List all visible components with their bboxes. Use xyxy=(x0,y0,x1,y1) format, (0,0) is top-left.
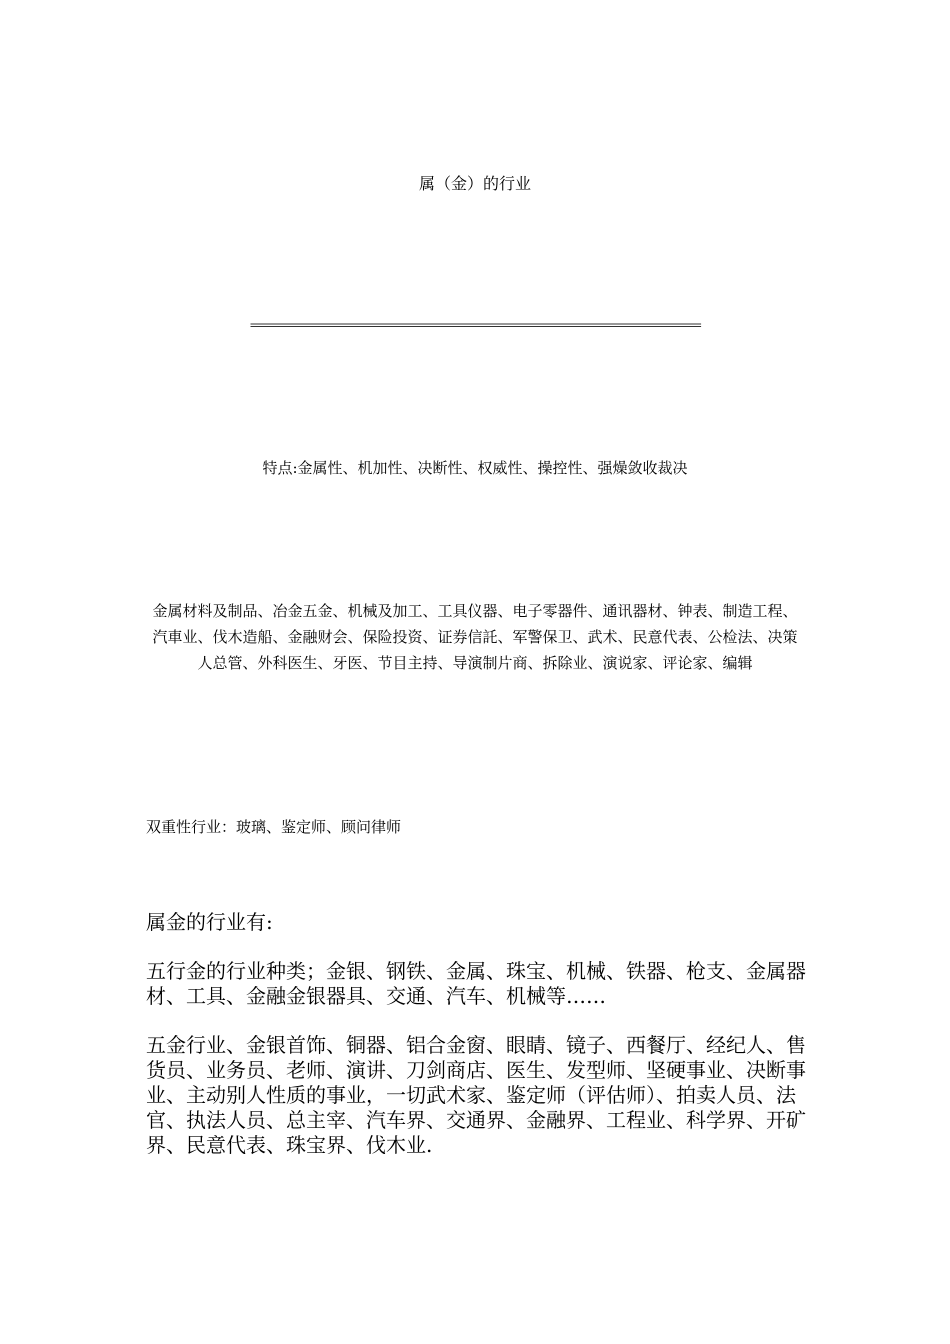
divider-line: ================================================================================ xyxy=(250,318,700,332)
document-title: 属（金）的行业 xyxy=(418,174,531,193)
paragraph-industry-details: 五金行业、金银首饰、铜器、铝合金窗、眼睛、镜子、西餐厅、经纪人、售货员、业务员、老师、演讲、刀剑商店、医生、发型师、坚硬事业、决断事业、主动别人性质的事业，一切武术家、鉴定师（评估师）、拍卖人员、法官、执法人员、总主宰、汽车界、交通界、金融界、工程业、科学界、开矿界、民意代表、珠宝界、伐木业. xyxy=(146,1033,806,1157)
dual-industries-line: 双重性行业：玻璃、鉴定师、顾问律师 xyxy=(146,818,402,836)
section-heading: 属金的行业有: xyxy=(146,910,273,934)
industry-list-paragraph: 金属材料及制品、冶金五金、机械及加工、工具仪器、电子零器件、通讯器材、钟表、制造工程、汽車业、伐木造船、金融财会、保险投资、证券信託、军警保卫、武术、民意代表、公检法、决策人总管、外科医生、牙医、节目主持、导演制片商、拆除业、演说家、评论家、编辑 xyxy=(152,602,798,672)
paragraph-industry-types: 五行金的行业种类；金银、钢铁、金属、珠宝、机械、铁器、枪支、金属器材、工具、金融金银器具、交通、汽车、机械等…… xyxy=(146,959,806,1008)
features-line: 特点:金属性、机加性、决断性、权威性、操控性、强燥敛收裁决 xyxy=(262,459,688,477)
